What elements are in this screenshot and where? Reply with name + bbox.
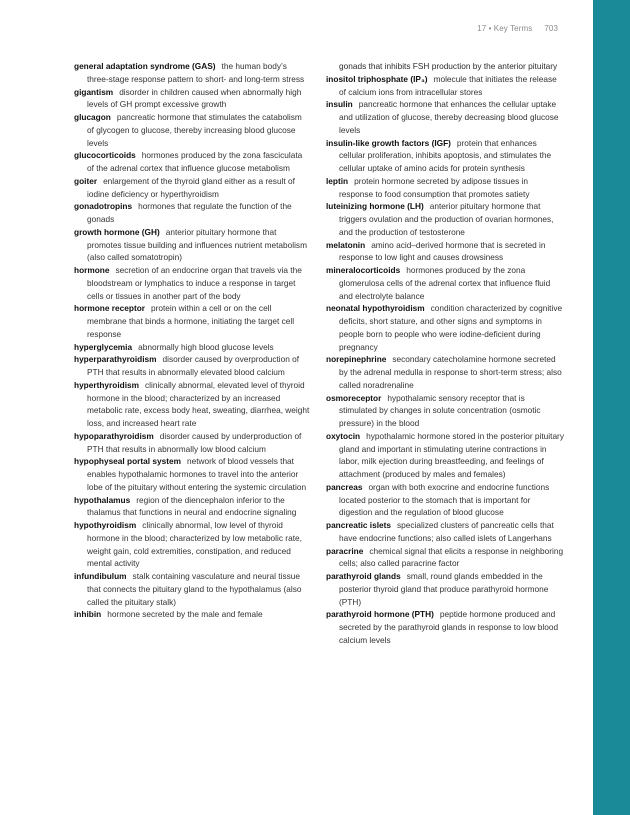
glossary-definition: secretion of an endocrine organ that travels via the bloodstream or lymphatics to induce a response in target cells or tissues in another part of the body [87,265,302,301]
glossary-entry [326,481,564,519]
glossary-term: luteinizing hormone (LH) [326,201,424,212]
glossary-definition: organ with both exocrine and endocrine functions located posterior to the stomach that is important for digestion and the regulation of blood glucose [339,481,550,518]
glossary-term: neonatal hypothyroidism [326,303,425,314]
glossary-definition: disorder in children caused when abnormally high levels of GH prompt excessive growth [87,86,302,110]
glossary-term: osmoreceptor [326,392,382,403]
glossary-entry [74,608,310,621]
glossary-entry [326,519,564,545]
glossary-entry [326,239,564,265]
glossary-definition: protein hormone secreted by adipose tissues in response to food consumption that promotes satiety [339,175,530,199]
glossary-entry [326,73,564,99]
glossary-entry [74,111,310,149]
glossary-entry [74,226,310,264]
glossary-definition: protein that enhances cellular proliferation, inhibits apoptosis, and stimulates the cellular uptake of amino acids for protein synthesis [339,137,552,173]
glossary-term: infundibulum [74,571,127,581]
glossary-definition: hypothalamic sensory receptor that is stimulated by changes in solute concentration (osmotic pressure) in the blood [339,392,541,428]
glossary-right-column [326,60,564,647]
glossary-entry [74,494,310,520]
glossary-definition: pancreatic hormone that stimulates the catabolism of glycogen to glucose, thereby increasing blood glucose levels [87,112,302,148]
glossary-definition: enlargement of the thyroid gland either as a result of iodine deficiency or hyperthyroidism [87,175,295,199]
glossary-entry [74,86,310,112]
glossary-definition: hypothalamic hormone stored in the posterior pituitary gland and important in stimulating uterine contractions in labor, milk ejection during breastfeeding, and feelings of attachment (produced by males and females) [339,430,564,479]
glossary-term: goiter [74,175,98,186]
glossary-definition: anterior pituitary hormone that triggers ovulation and the production of ovarian hormones, and the production of testosterone [339,201,554,237]
glossary-term: gonadotropins [74,201,133,212]
glossary-entry [74,379,310,430]
running-header [477,24,558,33]
glossary-term: paracrine [326,545,364,556]
glossary-definition: network of blood vessels that enables hypothalamic hormones to travel into the anterior lobe of the pituitary without entering the systemic circulation [87,456,307,492]
glossary-term: melatonin [326,239,366,250]
glossary-definition: anterior pituitary hormone that promotes tissue building and influences nutrient metabolism (also called somatotropin) [87,226,307,263]
glossary-term: insulin-like growth factors (IGF) [326,137,451,148]
glossary-definition: condition characterized by cognitive deficits, short stature, and other signs and symptoms in people born to people who were iodine-deficient during pregnancy [339,303,563,352]
glossary-term: parathyroid hormone (PTH) [326,609,434,620]
glossary-definition: disorder caused by overproduction of PTH that results in abnormally elevated blood calcium [87,354,300,377]
glossary-definition: secondary catecholamine hormone secreted by the adrenal medulla in response to short-term stress; also called noradrenaline [339,354,562,390]
glossary-definition: hormones produced by the zona fasciculata of the adrenal cortex that influence glucose metabolism [87,150,303,173]
continued-definition: gonads that inhibits FSH production by the anterior pituitary [339,61,558,71]
glossary-entry [326,98,564,136]
glossary-entry [326,302,564,353]
glossary-entry [74,149,310,175]
glossary-entry [74,341,310,354]
glossary-entry [74,302,310,340]
glossary-entry [74,200,310,226]
glossary-entry [326,353,564,391]
glossary-definition: stalk containing vasculature and neural tissue that connects the pituitary gland to the hypothalamus (also called the pituitary stalk) [87,571,302,607]
glossary-term: general adaptation syndrome (GAS) [74,61,216,71]
glossary-entry [74,353,310,379]
glossary-term: inhibin [74,609,102,620]
glossary-definition: clinically abnormal, elevated level of thyroid hormone in the blood; characterized by an increased metabolic rate, excess body heat, sweating, diarrhea, weight loss, and increased heart rate [87,379,310,428]
glossary-entry [74,455,310,493]
glossary-term: inositol triphosphate (IP₃) [326,73,428,84]
glossary-term: gigantism [74,86,114,97]
glossary-entry [74,519,310,570]
glossary-term: glucagon [74,112,111,122]
glossary-entry [74,430,310,456]
glossary-term: norepinephrine [326,354,387,365]
glossary-entry [326,545,564,571]
glossary-entry [74,570,310,608]
glossary-term: parathyroid glands [326,571,401,581]
glossary-definition: the human body’s three-stage response pattern to short- and long-term stress [87,61,305,84]
glossary-entry [326,392,564,430]
glossary-term: oxytocin [326,430,361,441]
glossary-definition: molecule that initiates the release of calcium ions from intracellular stores [339,73,557,97]
glossary-term: growth hormone (GH) [74,226,160,237]
glossary-definition: chemical signal that elicits a response in neighboring cells; also called paracrine factor [339,545,564,569]
glossary-term: insulin [326,99,353,110]
glossary-term: hypophyseal portal system [74,456,181,467]
glossary-term: hypothalamus [74,494,131,505]
glossary-definition: hormone secreted by the male and female [107,609,263,620]
glossary-term: mineralocorticoids [326,265,401,275]
glossary-definition: hormones that regulate the function of the gonads [87,201,292,224]
page-number: 703 [544,24,558,33]
glossary-entry [326,430,564,481]
glossary-left-column [74,60,310,621]
glossary-term: leptin [326,175,349,186]
glossary-entry [326,608,564,646]
glossary-term: glucocorticoids [74,150,136,161]
glossary-term: hypothyroidism [74,520,137,530]
glossary-definition: protein within a cell or on the cell membrane that binds a hormone, initiating the target cell response [87,303,295,339]
glossary-definition: small, round glands embedded in the posterior thyroid gland that produce parathyroid hormone (PTH) [339,571,549,607]
glossary-entry [326,570,564,608]
glossary-definition: pancreatic hormone that enhances the cellular uptake and utilization of glucose, thereby decreasing blood glucose levels [339,99,559,135]
glossary-term: hyperthyroidism [74,379,140,390]
glossary-term: hypoparathyroidism [74,430,154,441]
page-edge-sidebar [593,0,630,815]
glossary-entry [326,175,564,201]
glossary-term: pancreatic islets [326,520,392,530]
glossary-entry [74,175,310,201]
glossary-term: hormone receptor [74,303,145,314]
glossary-definition: specialized clusters of pancreatic cells that have endocrine functions; also called islets of Langerhans [339,520,554,543]
glossary-definition: abnormally high blood glucose levels [138,341,274,352]
glossary-definition: peptide hormone produced and secreted by the parathyroid glands in response to low blood calcium levels [339,609,559,645]
glossary-definition: hormones produced by the zona glomerulosa cells of the adrenal cortex that influence fluid and electrolyte balance [339,265,551,301]
glossary-entry [74,264,310,302]
glossary-definition: amino acid–derived hormone that is secreted in response to low light and causes drowsiness [339,239,546,263]
glossary-definition: clinically abnormal, low level of thyroid hormone in the blood; characterized by low metabolic rate, weight gain, cold extremities, constipation, and reduced mental activity [87,520,302,569]
chapter-label: 17 • Key Terms [477,24,533,33]
glossary-term: hyperglycemia [74,341,133,352]
glossary-entry [326,137,564,175]
glossary-entry [326,264,564,302]
glossary-entry [74,60,310,86]
glossary-entry [326,200,564,238]
glossary-definition: disorder caused by underproduction of PTH that results in abnormally low blood calcium [87,430,302,454]
glossary-term: hormone [74,265,110,275]
glossary-definition: region of the diencephalon inferior to the thalamus that functions in neural and endocrine signaling [87,494,297,518]
glossary-term: pancreas [326,481,363,492]
glossary-term: hyperparathyroidism [74,354,157,365]
